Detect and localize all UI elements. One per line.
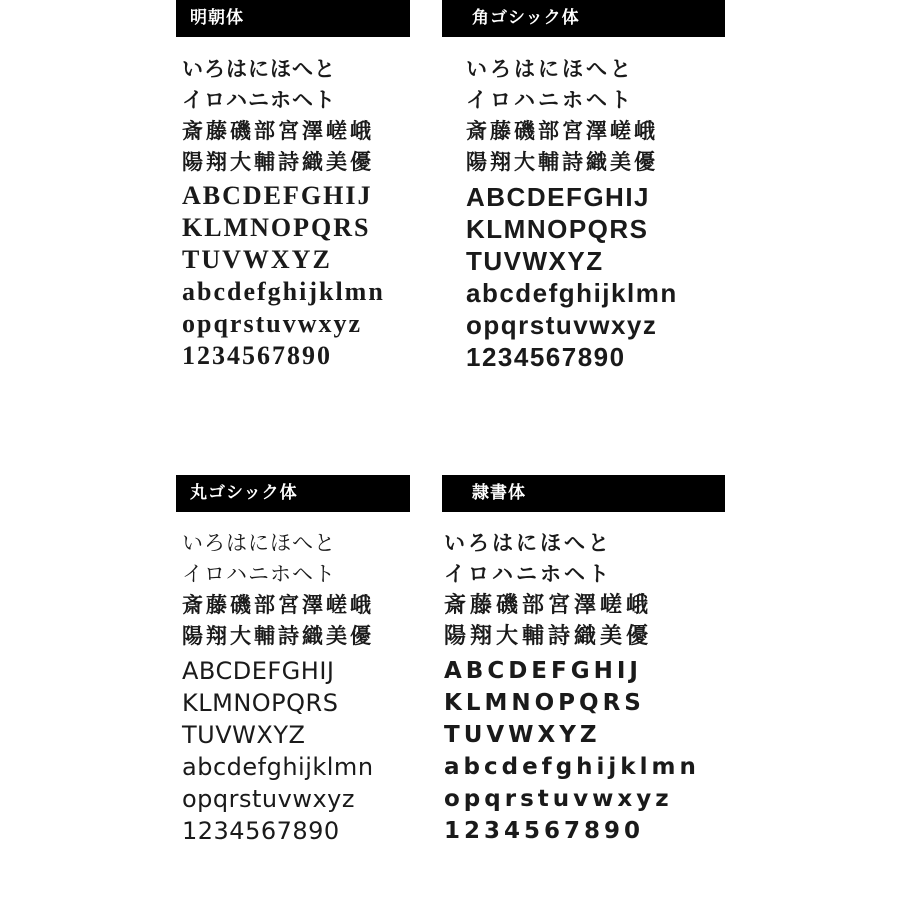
sample-block-kaku-gothic [466,54,678,373]
sample-digits: 1234567890 [182,817,340,845]
sample-kanji-2: 陽翔大輔詩織美優 [182,149,374,174]
sample-upper-3: TUVWXYZ [182,245,332,274]
sample-digits: 1234567890 [444,818,645,844]
sample-lower-2: opqrstuvwxyz [466,310,658,340]
sample-kanji-2: 陽翔大輔詩織美優 [444,624,653,649]
panel-title-mincho: 明朝体 [176,0,410,37]
sample-lower-1: abcdefghijklmn [182,753,374,781]
sample-block-reisho [444,528,700,847]
sample-upper-3: TUVWXYZ [466,246,604,276]
panel-title-kaku-gothic: 角ゴシック体 [442,0,725,37]
sample-lower-1: abcdefghijklmn [182,277,385,306]
sample-block-mincho [182,53,385,372]
sample-upper-1: ABCDEFGHIJ [182,181,373,210]
sample-katakana: イロハニホヘト [182,87,336,112]
sample-upper-3: TUVWXYZ [444,722,601,748]
sample-katakana: イロハニホヘト [466,88,634,112]
sample-upper-1: ABCDEFGHIJ [466,182,651,212]
font-panel-reisho [442,475,742,875]
sample-lower-1: abcdefghijklmn [466,278,678,308]
sample-kanji-2: 陽翔大輔詩織美優 [182,624,374,648]
sample-lower-2: opqrstuvwxyz [182,785,355,813]
sample-katakana: イロハニホヘト [444,562,612,586]
sample-kanji-1: 斎藤磯部宮澤嵯峨 [182,118,374,143]
sample-upper-2: KLMNOPQRS [182,213,371,242]
sample-hiragana: いろはにほへと [466,57,634,81]
sample-lower-2: opqrstuvwxyz [444,786,673,812]
sample-digits: 1234567890 [182,341,332,370]
sample-upper-2: KLMNOPQRS [466,214,649,244]
font-panel-mincho [176,0,426,400]
sample-hiragana: いろはにほへと [182,531,336,555]
sample-upper-2: KLMNOPQRS [182,689,339,717]
panel-title-reisho: 隷書体 [442,475,725,512]
sample-upper-1: ABCDEFGHIJ [182,657,335,685]
sample-block-maru-gothic [182,528,374,847]
sample-lower-1: abcdefghijklmn [444,754,700,780]
sample-upper-3: TUVWXYZ [182,721,306,749]
panel-title-maru-gothic: 丸ゴシック体 [176,475,410,512]
sample-hiragana: いろはにほへと [444,531,612,555]
sample-digits: 1234567890 [466,342,626,372]
sample-upper-2: KLMNOPQRS [444,690,645,716]
sample-lower-2: opqrstuvwxyz [182,309,363,338]
sample-kanji-1: 斎藤磯部宮澤嵯峨 [444,593,653,618]
font-panel-maru-gothic [176,475,426,875]
sample-kanji-1: 斎藤磯部宮澤嵯峨 [182,593,374,617]
sample-upper-1: ABCDEFGHIJ [444,658,642,684]
font-panel-kaku-gothic [442,0,732,400]
sample-hiragana: いろはにほへと [182,56,336,81]
sample-kanji-2: 陽翔大輔詩織美優 [466,150,658,174]
sample-kanji-1: 斎藤磯部宮澤嵯峨 [466,119,658,143]
sample-katakana: イロハニホヘト [182,562,336,586]
